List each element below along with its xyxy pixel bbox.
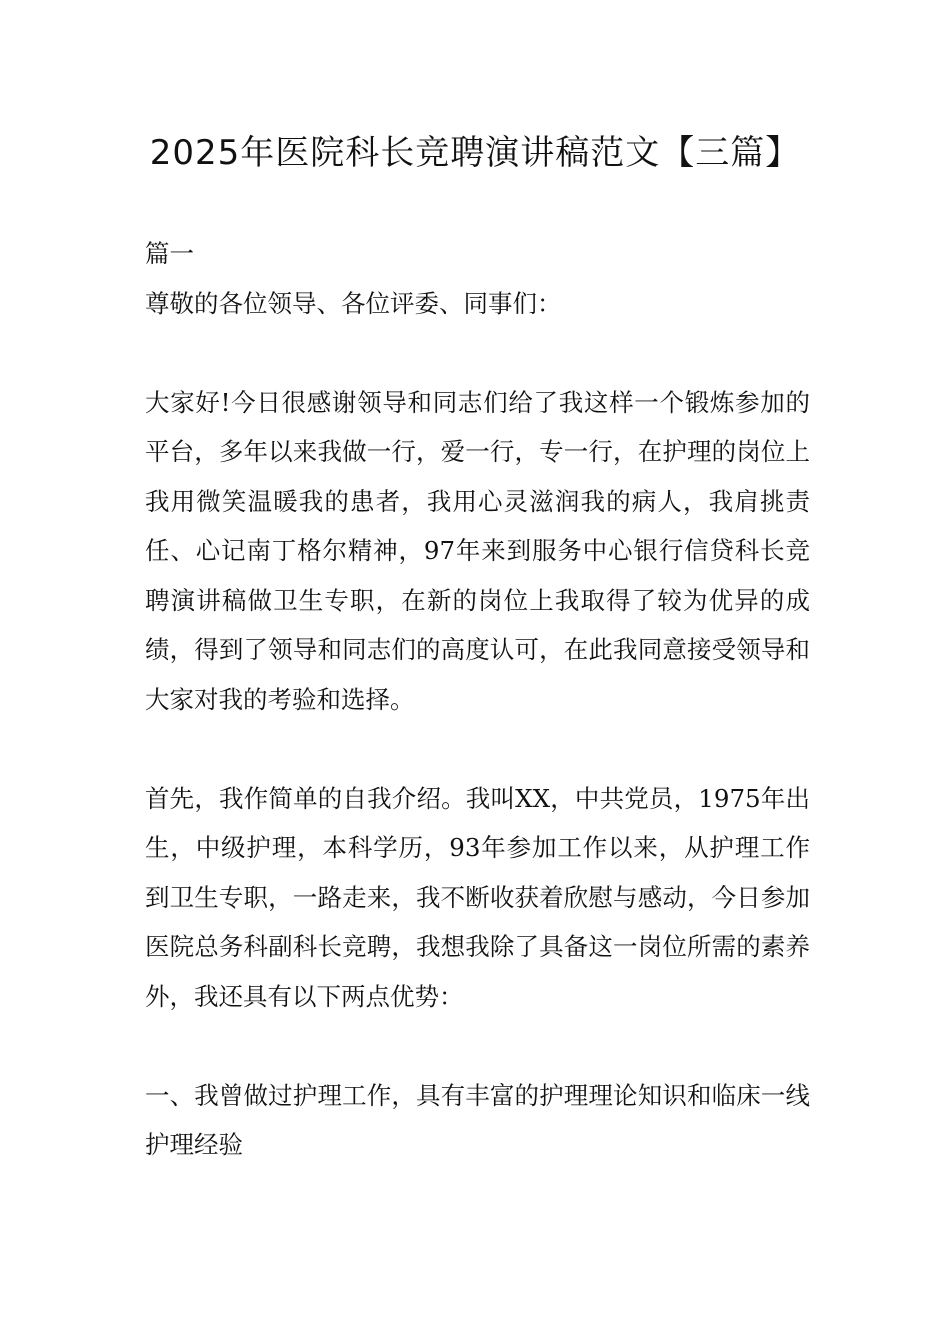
paragraph-3: 一、我曾做过护理工作，具有丰富的护理理论知识和临床一线护理经验: [145, 1080, 810, 1159]
paragraph-gap: [145, 328, 810, 378]
document-title: 2025年医院科长竞聘演讲稿范文【三篇】: [149, 133, 801, 173]
paragraph-gap: [145, 1021, 810, 1071]
paragraph-gap: [145, 724, 810, 774]
paragraph-2: 首先，我作简单的自我介绍。我叫XX，中共党员，1975年出生，中级护理，本科学历，93年参加工作以来，从护理工作到卫生专职，一路走来，我不断收获着欣慰与感动，今日参加医院总务科副科长竞聘，我想我除了具备这一岗位所需的素养外，我还具有以下两点优势：: [145, 783, 810, 1011]
document-body: [145, 229, 810, 1170]
section-label: 篇一: [145, 239, 194, 268]
salutation: 尊敬的各位领导、各位评委、同事们：: [145, 288, 562, 318]
paragraph-1: 大家好!今日很感谢领导和同志们给了我这样一个锻炼参加的平台，多年以来我做一行，爱一行，专一行，在护理的岗位上我用微笑温暖我的患者，我用心灵滋润我的病人，我肩挑责任、心记南丁格尔精神，97年来到服务中心银行信贷科长竞聘演讲稿做卫生专职，在新的岗位上我取得了较为优异的成绩，得到了领导和同志们的高度认可，在此我同意接受领导和大家对我的考验和选择。: [145, 387, 810, 714]
